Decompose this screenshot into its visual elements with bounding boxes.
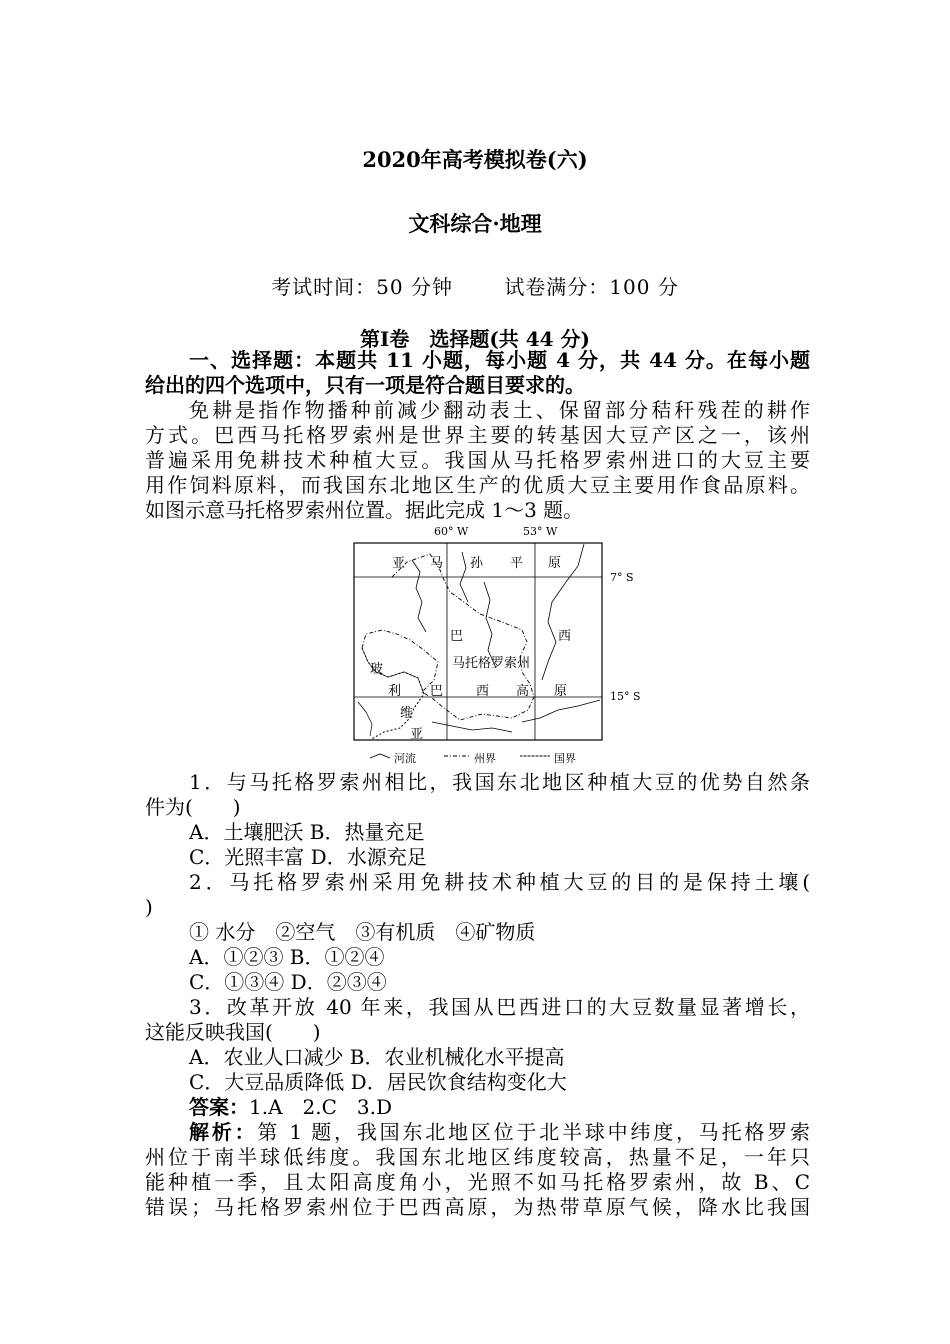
map-region-char: 原 — [554, 684, 568, 699]
analysis-label: 解析： — [189, 1120, 258, 1144]
page-subtitle: 文科综合·地理 — [408, 211, 542, 236]
question-option: A．土壤肥沃 B．热量充足 — [189, 820, 425, 844]
exam-time: 考试时间：50 分钟 — [271, 275, 453, 299]
instruction-line: 一、选择题：本题共 11 小题，每小题 4 分，共 44 分。在每小题 — [189, 348, 810, 372]
analysis-text: 第 1 题，我国东北地区位于北半球中纬度，马托格罗索 — [257, 1120, 810, 1144]
legend-state: 州界 — [474, 752, 496, 765]
map-region-char: 玻 — [370, 662, 384, 677]
legend-country: 国界 — [554, 752, 576, 765]
analysis-line: 能种植一季，且太阳高度角小，光照不如马托格罗索州，故 B、C — [145, 1170, 810, 1194]
question-option: C．大豆品质降低 D．居民饮食结构变化大 — [189, 1070, 567, 1094]
passage-line: 用作饲料原料，而我国东北地区生产的优质大豆主要用作食品原料。 — [145, 473, 810, 497]
map-region-char: 孙 — [470, 556, 484, 571]
legend-river: 河流 — [394, 752, 416, 765]
instruction-line: 给出的四个选项中，只有一项是符合题目要求的。 — [145, 373, 585, 397]
map-region-char: 原 — [548, 556, 562, 571]
question-stem: 1．与马托格罗索州相比，我国东北地区种植大豆的优势自然条 — [189, 770, 810, 794]
section-heading: 第Ⅰ卷 选择题(共 44 分) — [359, 327, 591, 351]
question-stem: ) — [145, 895, 153, 919]
question-option: C．光照丰富 D．水源充足 — [189, 845, 427, 869]
question-stem: 这能反映我国( ) — [145, 1020, 321, 1044]
question-stem: 2．马托格罗索州采用免耕技术种植大豆的目的是保持土壤( — [189, 870, 810, 894]
map-region-char: 维 — [400, 706, 414, 721]
answer-line — [189, 1095, 810, 1120]
page-title: 2020年高考模拟卷(六) — [362, 147, 588, 172]
mato-grosso-map — [352, 522, 642, 768]
passage-line: 免耕是指作物播种前减少翻动表土、保留部分秸秆残茬的耕作 — [189, 398, 810, 422]
analysis-line: 州位于南半球低纬度。我国东北地区纬度较高，热量不足，一年只 — [145, 1145, 810, 1169]
map-region-char: 平 — [510, 556, 524, 571]
map-region-char: 西 — [558, 629, 572, 644]
map-region-char: 亚 — [410, 727, 424, 742]
answer-label: 答案： — [189, 1095, 249, 1119]
map-region-char: 高 — [516, 684, 530, 699]
question-option: A．农业人口减少 B．农业机械化水平提高 — [189, 1045, 565, 1069]
analysis-line — [189, 1120, 810, 1145]
latitude-label: 7° S — [610, 571, 634, 584]
answer-text: 1.A 2.C 3.D — [249, 1095, 393, 1119]
question-stem: 件为( ) — [145, 795, 241, 819]
map-region-char: 巴 — [430, 684, 444, 699]
longitude-label: 53° W — [523, 525, 558, 538]
latitude-label: 15° S — [610, 690, 641, 703]
exam-info — [0, 271, 950, 300]
longitude-label: 60° W — [434, 525, 469, 538]
map-region-char: 利 — [388, 684, 402, 699]
exam-score: 试卷满分：100 分 — [504, 275, 679, 299]
map-region-char: 亚 — [392, 556, 406, 571]
question-items: ① 水分 ②空气 ③有机质 ④矿物质 — [189, 920, 536, 944]
question-option: C．①③④ D．②③④ — [189, 970, 387, 994]
passage-line: 如图示意马托格罗索州位置。据此完成 1～3 题。 — [145, 498, 584, 522]
passage-line: 方式。巴西马托格罗索州是世界主要的转基因大豆产区之一，该州 — [145, 423, 810, 447]
question-stem: 3．改革开放 40 年来，我国从巴西进口的大豆数量显著增长， — [189, 995, 810, 1019]
map-region-char: 西 — [476, 684, 490, 699]
map-region-char: 巴 — [450, 629, 464, 644]
map-region-char: 马 — [430, 556, 444, 571]
analysis-line: 错误；马托格罗索州位于巴西高原，为热带草原气候，降水比我国 — [145, 1195, 810, 1219]
state-label: 马托格罗索州 — [452, 656, 531, 671]
passage-line: 普遍采用免耕技术种植大豆。我国从马托格罗索州进口的大豆主要 — [145, 448, 810, 472]
question-option: A．①②③ B．①②④ — [189, 945, 385, 969]
